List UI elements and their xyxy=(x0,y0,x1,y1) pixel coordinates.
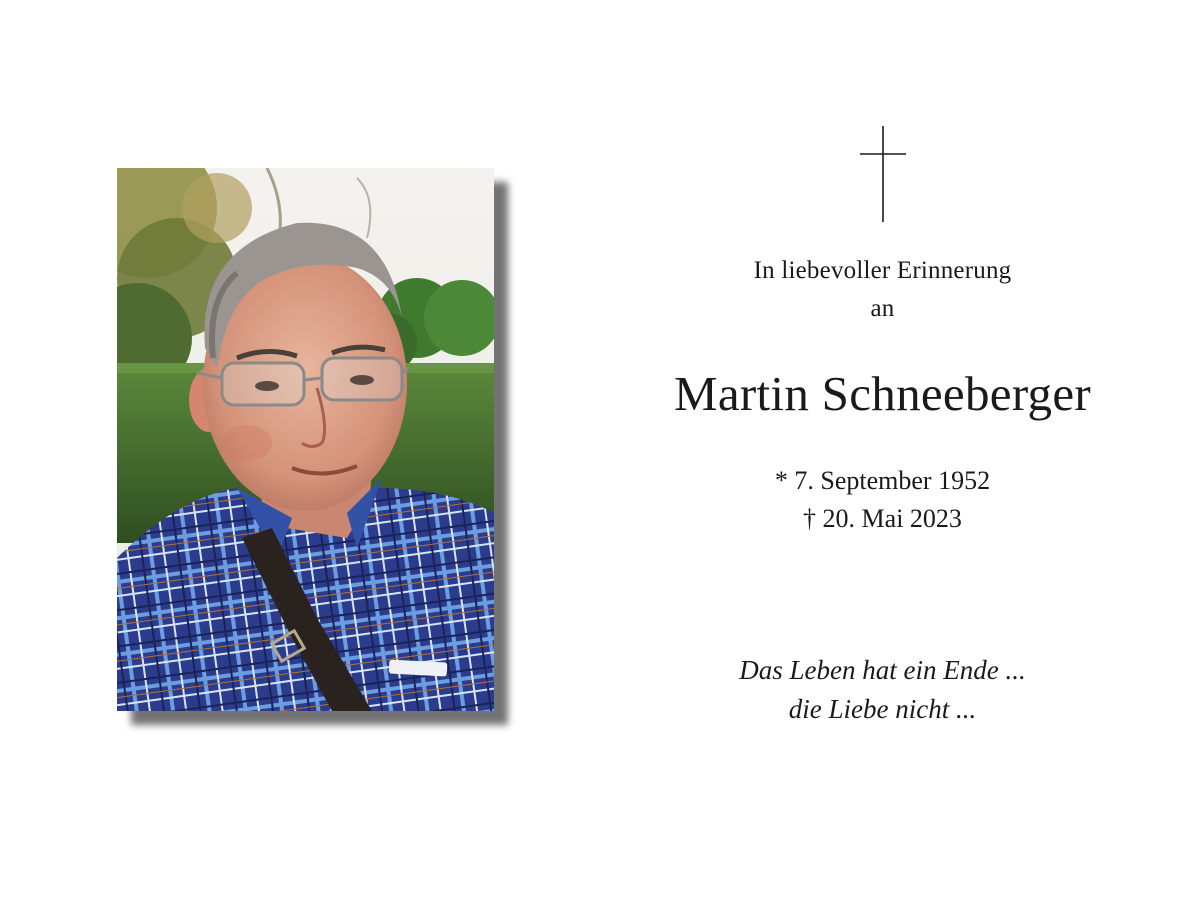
intro-line-1: In liebevoller Erinnerung xyxy=(753,257,1012,284)
memorial-quote xyxy=(620,651,1145,729)
life-dates xyxy=(620,462,1145,538)
portrait-photo xyxy=(117,168,494,711)
deceased-name: Martin Schneeberger xyxy=(673,366,1092,421)
intro-line-2: an xyxy=(870,295,895,322)
cross-icon xyxy=(858,126,908,222)
quote-line-2: die Liebe nicht ... xyxy=(788,694,977,724)
death-date: † 20. Mai 2023 xyxy=(803,504,962,533)
quote-line-1: Das Leben hat ein Ende ... xyxy=(739,655,1026,685)
intro-text xyxy=(620,252,1145,328)
birth-date: * 7. September 1952 xyxy=(774,466,991,495)
